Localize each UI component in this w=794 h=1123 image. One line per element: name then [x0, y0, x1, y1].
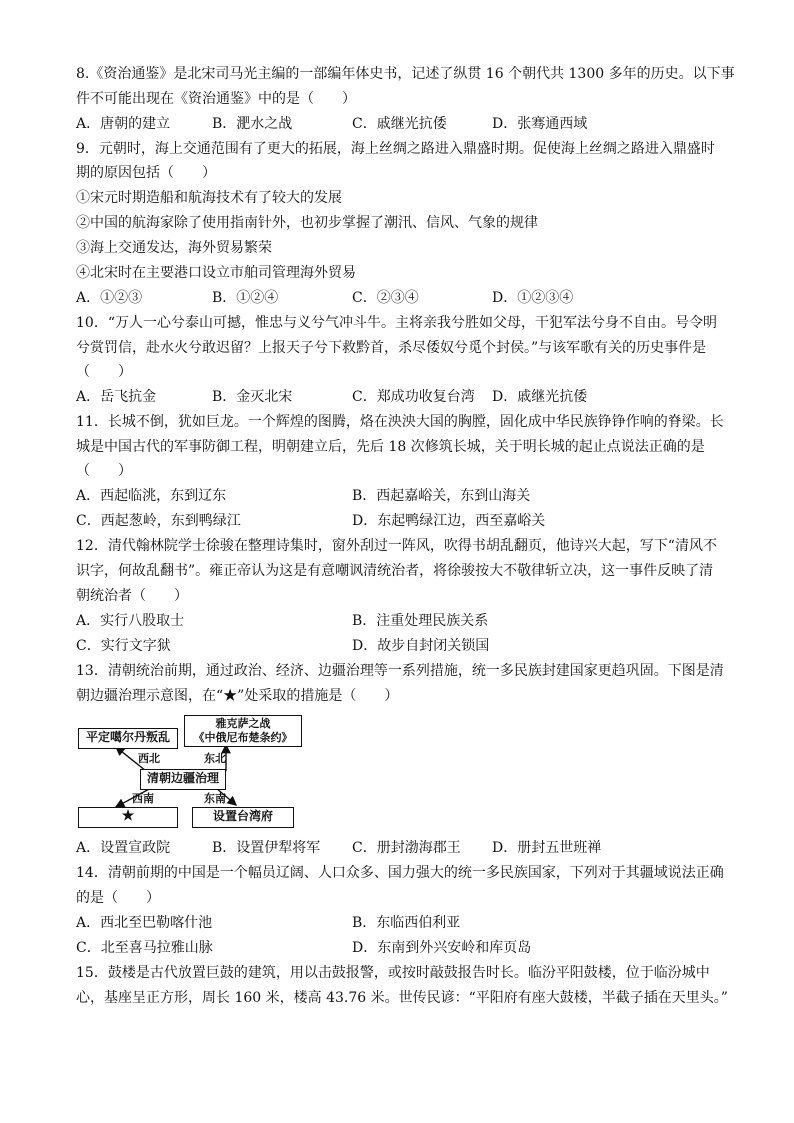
label-southeast: 东南: [204, 792, 226, 805]
q14-option-a[interactable]: A．西北至巴勒喀什池: [76, 915, 213, 931]
q9-option-c[interactable]: C．②③④: [352, 290, 419, 306]
q12-stem-line-1: 12．清代翰林院学士徐骏在整理诗集时，窗外刮过一阵风，吹得书胡乱翻页，他诗兴大起，写下“清风不: [76, 538, 717, 554]
box-northwest: 平定噶尔丹叛乱: [78, 728, 178, 749]
q10-stem-line-1: 10．“万人一心兮泰山可撼，惟忠与义兮气冲斗牛。主将亲我兮胜如父母，干犯军法兮身不自由。号令明: [76, 315, 717, 331]
q9-option-d[interactable]: D．①②③④: [492, 290, 574, 306]
q10-stem-line-3: （ ）: [76, 364, 132, 380]
q9-stem-line-2: 期的原因包括（ ）: [76, 165, 216, 181]
box-northeast-line-2: 《中俄尼布楚条约》: [193, 731, 293, 744]
q10-stem-line-2: 兮赏罚信，赴水火兮敢迟留？上报天子兮下救黔首，杀尽倭奴兮觅个封侯。”与该军歌有关的历史事件是: [76, 340, 707, 356]
box-northeast-line-1: 雅克萨之战: [215, 717, 271, 730]
box-northeast: [184, 715, 302, 747]
q15-stem-line-1: 15．鼓楼是古代放置巨鼓的建筑，用以击鼓报警，或按时敲鼓报告时长。临汾平阳鼓楼，位于临汾城中: [76, 965, 710, 981]
q13-option-a[interactable]: A．设置宣政院: [76, 840, 171, 856]
q8-option-a[interactable]: A．唐朝的建立: [76, 116, 171, 132]
q8-option-d[interactable]: D．张骞通西域: [492, 116, 588, 132]
q9-item-4: ④北宋时在主要港口设立市舶司管理海外贸易: [76, 265, 356, 281]
label-northeast: 东北: [204, 752, 226, 765]
q15-stem-line-2: 心，基座呈正方形，周长 160 米，楼高 43.76 米。世传民谚：“平阳府有座大鼓楼，半截子插在天里头。”: [76, 990, 728, 1006]
q8-option-c[interactable]: C．戚继光抗倭: [352, 116, 447, 132]
q12-option-c[interactable]: C．实行文字狱: [76, 638, 171, 654]
q11-stem-line-1: 11．长城不倒，犹如巨龙。一个辉煌的图腾，烙在泱泱大国的胸膛，固化成中华民族铮铮作响的脊梁。长: [76, 414, 724, 430]
q9-item-1: ①宋元时期造船和航海技术有了较大的发展: [76, 190, 342, 206]
q8-stem-line-1: 8.《资治通鉴》是北宋司马光主编的一部编年体史书，记述了纵贯 16 个朝代共 1300 多年的历史。以下事: [76, 66, 735, 82]
q9-option-b[interactable]: B．①②④: [212, 290, 279, 306]
q8-stem-line-2: 件不可能出现在《资治通鉴》中的是（ ）: [76, 91, 356, 107]
q9-item-3: ③海上交通发达，海外贸易繁荣: [76, 240, 272, 256]
label-southwest: 西南: [132, 792, 154, 805]
q11-option-b[interactable]: B．西起嘉峪关，东到山海关: [352, 488, 531, 504]
q12-stem-line-2: 识字，何故乱翻书”。雍正帝认为这是有意嘲讽清统治者，将徐骏按大不敬律斩立决，这一事件反映了清: [76, 563, 714, 579]
q12-stem-line-3: 朝统治者（ ）: [76, 588, 188, 604]
q10-option-d[interactable]: D．戚继光抗倭: [492, 389, 588, 405]
q13-option-d[interactable]: D．册封五世班禅: [492, 840, 602, 856]
q9-item-2: ②中国的航海家除了使用指南针外，也初步掌握了潮汛、信风、气象的规律: [76, 215, 538, 231]
box-southwest-star: ★: [78, 807, 178, 828]
q12-option-d[interactable]: D．故步自封闭关锁国: [352, 638, 490, 654]
q10-option-c[interactable]: C．郑成功收复台湾: [352, 389, 475, 405]
q14-option-d[interactable]: D．东南到外兴安岭和库页岛: [352, 940, 532, 956]
q9-option-a[interactable]: A．①②③: [76, 290, 143, 306]
q13-stem-line-1: 13．清朝统治前期，通过政治、经济、边疆治理等一系列措施，统一多民族封建国家更趋巩固。下图是清: [76, 663, 724, 679]
q10-option-a[interactable]: A．岳飞抗金: [76, 389, 157, 405]
q13-option-b[interactable]: B．设置伊犁将军: [212, 840, 321, 856]
q13-stem-line-2: 朝边疆治理示意图，在“★”处采取的措施是（ ）: [76, 688, 399, 704]
q14-stem-line-1: 14．清朝前期的中国是一个幅员辽阔、人口众多、国力强大的统一多民族国家，下列对于其疆域说法正确: [76, 865, 724, 881]
label-northwest: 西北: [138, 752, 160, 765]
q12-option-a[interactable]: A．实行八股取士: [76, 613, 185, 629]
q8-option-b[interactable]: B．淝水之战: [212, 116, 293, 132]
q9-stem-line-1: 9．元朝时，海上交通范围有了更大的拓展，海上丝绸之路进入鼎盛时期。促使海上丝绸之路进入鼎盛时: [76, 141, 715, 157]
box-center: 清朝边疆治理: [140, 769, 226, 790]
q11-stem-line-3: （ ）: [76, 463, 132, 479]
box-southeast: 设置台湾府: [192, 807, 294, 828]
q13-option-c[interactable]: C．册封渤海郡王: [352, 840, 461, 856]
q11-stem-line-2: 城是中国古代的军事防御工程，明朝建立后，先后 18 次修筑长城，关于明长城的起止点说法正确的是: [76, 439, 705, 455]
q14-option-b[interactable]: B．东临西伯利亚: [352, 915, 461, 931]
q14-option-c[interactable]: C．北至喜马拉雅山脉: [76, 940, 213, 956]
q11-option-c[interactable]: C．西起葱岭，东到鸭绿江: [76, 513, 241, 529]
q12-option-b[interactable]: B．注重处理民族关系: [352, 613, 489, 629]
q14-stem-line-2: 的是（ ）: [76, 890, 160, 906]
q10-option-b[interactable]: B．金灭北宋: [212, 389, 293, 405]
q11-option-a[interactable]: A．西起临洮，东到辽东: [76, 488, 227, 504]
q11-option-d[interactable]: D．东起鸭绿江边，西至嘉峪关: [352, 513, 546, 529]
qing-frontier-diagram: [76, 712, 306, 832]
